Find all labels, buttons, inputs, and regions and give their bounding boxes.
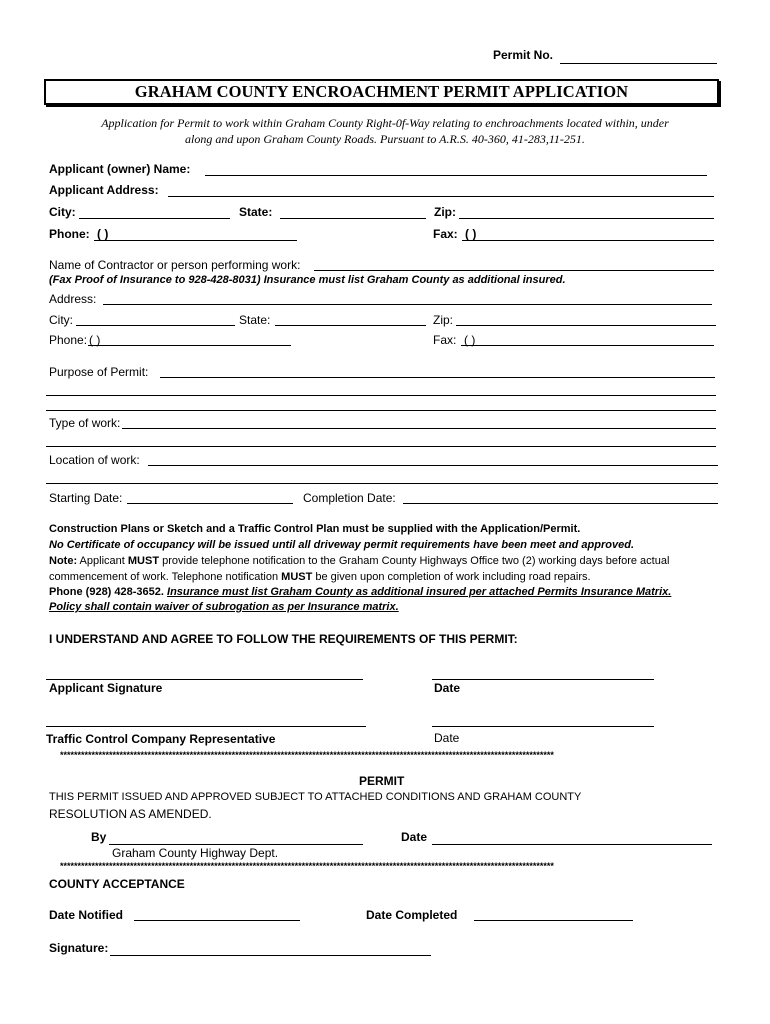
applicant-name-field[interactable]	[205, 175, 707, 176]
traffic-rep-label: Traffic Control Company Representative	[46, 732, 276, 746]
applicant-address-label: Applicant Address:	[49, 183, 159, 197]
applicant-zip-field[interactable]	[459, 218, 714, 219]
contractor-phone-paren: ( )	[89, 333, 101, 347]
contractor-fax-label: Fax:	[433, 333, 457, 347]
permit-no-label: Permit No.	[493, 48, 554, 62]
county-acceptance-heading: COUNTY ACCEPTANCE	[49, 877, 185, 891]
purpose-label: Purpose of Permit:	[49, 365, 149, 379]
title-box	[44, 79, 719, 105]
note-telephone	[49, 553, 729, 569]
note-label: Note:	[49, 555, 78, 567]
contractor-zip-field[interactable]	[456, 325, 716, 326]
intro-line-1: Application for Permit to work within Graham County Right-0f-Way relating to enchroachments located within, under	[101, 116, 669, 130]
intro-line-2: along and upon Graham County Roads. Pursuant to A.R.S. 40-360, 41-283,11-251.	[185, 132, 585, 146]
completion-date-field[interactable]	[403, 503, 718, 504]
page-title: GRAHAM COUNTY ENCROACHMENT PERMIT APPLICATION	[134, 82, 629, 101]
note-text-c: commencement of work. Telephone notification	[49, 571, 282, 583]
note-phone-insurance	[49, 584, 729, 600]
contractor-name-label: Name of Contractor or person performing work:	[49, 258, 301, 272]
note-text-a: Applicant	[77, 555, 128, 567]
permit-text-1: THIS PERMIT ISSUED AND APPROVED SUBJECT TO ATTACHED CONDITIONS AND GRAHAM COUNTY	[49, 791, 582, 803]
date-completed-label: Date Completed	[366, 908, 458, 922]
note-must-1: MUST	[127, 555, 160, 567]
type-of-work-field[interactable]	[122, 428, 716, 429]
applicant-signature-field[interactable]	[46, 679, 363, 680]
applicant-fax-paren: ( )	[465, 227, 477, 241]
location-field-line-2[interactable]	[46, 483, 718, 484]
note-phone: Phone (928) 428-3652.	[49, 586, 164, 598]
contractor-state-field[interactable]	[275, 325, 426, 326]
note-text-b: provide telephone notification to the Graham County Highways Office two (2) working days before actual	[159, 555, 670, 567]
contractor-zip-label: Zip:	[433, 313, 454, 327]
traffic-rep-date-label: Date	[434, 731, 460, 745]
applicant-name-label: Applicant (owner) Name:	[49, 162, 191, 176]
note-commencement	[49, 569, 729, 585]
permit-by-field[interactable]	[109, 844, 363, 845]
applicant-city-field[interactable]	[79, 218, 230, 219]
traffic-rep-date-field[interactable]	[432, 726, 654, 727]
contractor-fax-note: (Fax Proof of Insurance to 928-428-8031) Insurance must list Graham County as additional insured.	[49, 274, 566, 286]
applicant-date-field[interactable]	[432, 679, 654, 680]
date-notified-field[interactable]	[134, 920, 300, 921]
note-text-d: be given upon completion of work including road repairs.	[312, 571, 591, 583]
permit-heading: PERMIT	[359, 774, 405, 788]
contractor-fax-field[interactable]	[461, 345, 714, 346]
note-plans: Construction Plans or Sketch and a Traffic Control Plan must be supplied with the Application/Permit.	[49, 523, 581, 535]
completion-date-label: Completion Date:	[303, 491, 396, 505]
note-insurance: Insurance must list Graham County as additional insured per attached Permits Insurance Matrix.	[167, 586, 672, 598]
purpose-field[interactable]	[160, 377, 715, 378]
contractor-phone-label: Phone:	[49, 333, 88, 347]
contractor-address-label: Address:	[49, 292, 97, 306]
applicant-zip-label: Zip:	[434, 205, 456, 219]
applicant-phone-field[interactable]	[94, 240, 297, 241]
county-signature-field[interactable]	[110, 955, 431, 956]
permit-text-2: RESOLUTION AS AMENDED.	[49, 807, 212, 821]
contractor-phone-field[interactable]	[88, 345, 291, 346]
applicant-state-label: State:	[239, 205, 273, 219]
note-subrogation: Policy shall contain waiver of subrogation as per Insurance matrix.	[49, 601, 399, 613]
location-field[interactable]	[148, 465, 718, 466]
type-of-work-label: Type of work:	[49, 416, 121, 430]
applicant-phone-label: Phone:	[49, 227, 90, 241]
applicant-fax-field[interactable]	[462, 240, 714, 241]
purpose-field-line-3[interactable]	[46, 410, 716, 411]
contractor-fax-paren: ( )	[464, 333, 476, 347]
agreement-statement: I UNDERSTAND AND AGREE TO FOLLOW THE REQUIREMENTS OF THIS PERMIT:	[49, 632, 518, 646]
applicant-fax-label: Fax:	[433, 227, 458, 241]
contractor-address-field[interactable]	[103, 304, 712, 305]
applicant-address-field[interactable]	[168, 196, 714, 197]
contractor-state-label: State:	[239, 313, 271, 327]
permit-no-field[interactable]	[560, 63, 717, 64]
contractor-city-field[interactable]	[76, 325, 235, 326]
separator-stars-2: *********************************************************************************************************************************************	[60, 861, 554, 871]
permit-date-label: Date	[401, 830, 428, 844]
permit-by-label: By	[91, 830, 107, 844]
applicant-state-field[interactable]	[280, 218, 426, 219]
separator-stars-1: *********************************************************************************************************************************************	[60, 750, 554, 760]
highway-dept-label: Graham County Highway Dept.	[112, 846, 279, 860]
starting-date-label: Starting Date:	[49, 491, 123, 505]
contractor-city-label: City:	[49, 313, 73, 327]
date-completed-field[interactable]	[474, 920, 633, 921]
applicant-date-label: Date	[434, 681, 461, 695]
starting-date-field[interactable]	[127, 503, 293, 504]
contractor-name-field[interactable]	[314, 270, 714, 271]
type-of-work-field-line-2[interactable]	[46, 446, 716, 447]
applicant-city-label: City:	[49, 205, 76, 219]
county-signature-label: Signature:	[49, 941, 109, 955]
applicant-signature-label: Applicant Signature	[49, 681, 163, 695]
applicant-phone-paren: ( )	[97, 227, 109, 241]
note-must-2: MUST	[281, 571, 313, 583]
permit-date-field[interactable]	[432, 844, 712, 845]
location-label: Location of work:	[49, 453, 140, 467]
note-certificate: No Certificate of occupancy will be issued until all driveway permit requirements have been meet and approved.	[49, 539, 634, 551]
purpose-field-line-2[interactable]	[46, 395, 716, 396]
traffic-rep-signature-field[interactable]	[46, 726, 366, 727]
date-notified-label: Date Notified	[49, 908, 124, 922]
